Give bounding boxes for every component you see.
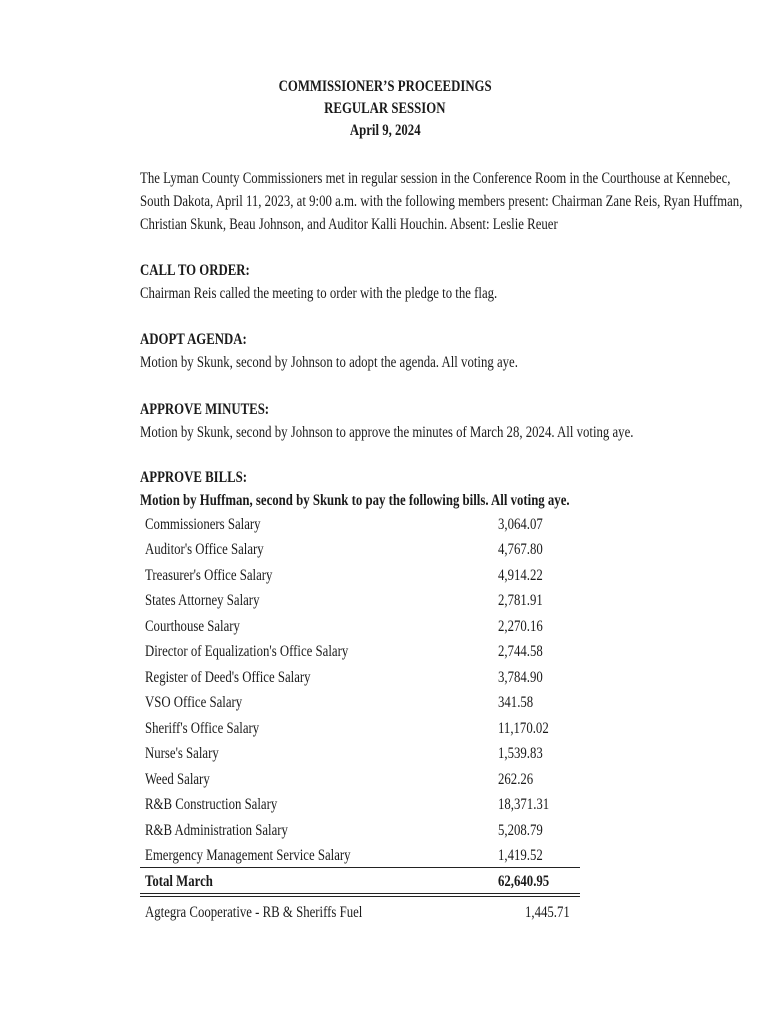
row-description: Emergency Management Service Salary	[145, 847, 351, 864]
row-amount: 3,064.07	[498, 516, 543, 533]
row-amount: 4,767.80	[498, 541, 543, 558]
vendor-amount: 1,445.71	[525, 904, 570, 921]
row-description: Auditor's Office Salary	[145, 541, 264, 558]
row-description: Director of Equalization's Office Salary	[145, 643, 349, 660]
row-description: Courthouse Salary	[145, 618, 240, 635]
body-text: Motion by Skunk, second by Johnson to adopt the agenda. All voting aye.	[140, 354, 518, 371]
call-to-order-heading	[140, 262, 277, 280]
row-description: States Attorney Salary	[145, 592, 260, 609]
vendor-description: Agtegra Cooperative - RB & Sheriffs Fuel	[145, 904, 363, 921]
row-description: Weed Salary	[145, 771, 210, 788]
row-amount: 2,781.91	[498, 592, 543, 609]
total-label: Total March	[145, 873, 213, 890]
approve-minutes-text	[140, 424, 757, 442]
approve-bills-heading	[140, 469, 274, 487]
approve-bills-motion	[140, 492, 677, 510]
intro-paragraph: The Lyman County Commissioners met in regular session in the Conference Room in the Courthouse at Kennebec, South Dakota, April 11, 2023, at 9:00 a.m. with the following members present: Chairman Zane Reis, Ryan Huffman, Christian Skunk, Beau Johnson, and Auditor Kalli Houchin. Absent: Leslie Reuer	[140, 170, 743, 233]
heading-text: CALL TO ORDER:	[140, 262, 250, 279]
row-amount: 1,539.83	[498, 745, 543, 762]
approve-minutes-heading	[140, 401, 301, 419]
heading-text: ADOPT AGENDA:	[140, 331, 247, 348]
row-amount: 2,744.58	[498, 643, 543, 660]
row-description: Nurse's Salary	[145, 745, 219, 762]
row-description: Treasurer's Office Salary	[145, 567, 273, 584]
adopt-agenda-heading	[140, 331, 274, 349]
body-text: Chairman Reis called the meeting to order with the pledge to the flag.	[140, 285, 498, 302]
title-line: COMMISSIONER’S PROCEEDINGS	[278, 78, 492, 95]
row-amount: 262.26	[498, 771, 534, 788]
row-description: R&B Construction Salary	[145, 796, 278, 813]
row-amount: 341.58	[498, 694, 534, 711]
total-double-rule	[140, 893, 580, 897]
row-amount: 2,270.16	[498, 618, 543, 635]
call-to-order-text	[140, 285, 587, 303]
proceedings-title	[0, 78, 770, 96]
row-amount: 5,208.79	[498, 822, 543, 839]
date-line: April 9, 2024	[349, 122, 421, 139]
row-description: Register of Deed's Office Salary	[145, 669, 311, 686]
total-amount: 62,640.95	[498, 873, 550, 890]
row-amount: 11,170.02	[498, 720, 549, 737]
heading-text: APPROVE BILLS:	[140, 469, 248, 486]
total-top-rule	[140, 867, 580, 868]
row-description: VSO Office Salary	[145, 694, 243, 711]
row-description: Sheriff's Office Salary	[145, 720, 260, 737]
motion-text: Motion by Huffman, second by Skunk to pay the following bills. All voting aye.	[140, 492, 570, 509]
session-date	[0, 122, 770, 140]
session-type	[0, 100, 770, 118]
row-description: Commissioners Salary	[145, 516, 261, 533]
row-amount: 1,419.52	[498, 847, 543, 864]
row-amount: 18,371.31	[498, 796, 550, 813]
row-amount: 3,784.90	[498, 669, 543, 686]
session-line: REGULAR SESSION	[324, 100, 446, 117]
body-text: Motion by Skunk, second by Johnson to approve the minutes of March 28, 2024. All voting aye.	[140, 424, 634, 441]
row-description: R&B Administration Salary	[145, 822, 288, 839]
row-amount: 4,914.22	[498, 567, 543, 584]
heading-text: APPROVE MINUTES:	[140, 401, 270, 418]
adopt-agenda-text	[140, 354, 612, 372]
